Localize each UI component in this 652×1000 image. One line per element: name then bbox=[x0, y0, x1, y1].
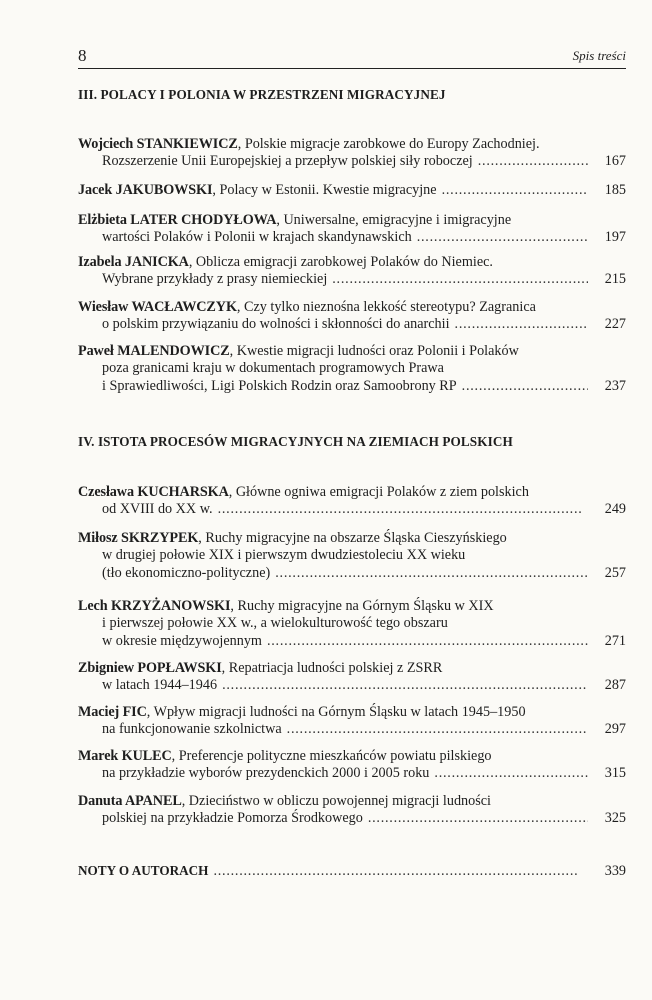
entry-line bbox=[78, 360, 626, 377]
entry-author: Lech KRZYŻANOWSKI bbox=[78, 598, 231, 614]
entry-title-text: w latach 1944–1946 bbox=[102, 677, 218, 694]
dot-leader bbox=[218, 501, 588, 518]
entry-title-text: w okresie międzywojennym bbox=[102, 632, 262, 649]
entry-page-number: 185 bbox=[604, 182, 626, 198]
entry-page-number: 325 bbox=[604, 810, 626, 827]
dot-leader bbox=[462, 378, 588, 395]
notes-page-number: 339 bbox=[604, 863, 626, 879]
notes-label: NOTY O AUTORACH bbox=[78, 863, 209, 878]
toc-entry bbox=[78, 136, 626, 171]
entry-title-text: w drugiej połowie XIX i pierwszym dwudziestoleciu XX wieku bbox=[102, 547, 466, 564]
entry-line bbox=[78, 748, 626, 765]
entry-author: Marek KULEC bbox=[78, 748, 172, 764]
section-title: III. POLACY I POLONIA W PRZESTRZENI MIGRACYJNEJ bbox=[78, 87, 446, 102]
entry-line bbox=[78, 136, 626, 153]
entry-line bbox=[78, 316, 626, 333]
entry-page-number: 257 bbox=[604, 564, 626, 581]
toc-entry bbox=[78, 182, 626, 199]
toc-entry bbox=[78, 660, 626, 695]
dot-leader bbox=[434, 765, 588, 782]
entry-page-number: 315 bbox=[604, 765, 626, 782]
dot-leader bbox=[368, 810, 588, 827]
entry-line bbox=[78, 677, 626, 694]
entry-title-text: , Preferencje polityczne mieszkańców powiatu pilskiego bbox=[171, 748, 492, 764]
toc-entry bbox=[78, 704, 626, 739]
page-header bbox=[78, 46, 626, 68]
entry-author: Czesława KUCHARSKA bbox=[78, 484, 229, 500]
entry-title-text: na funkcjonowanie szkolnictwa bbox=[102, 721, 282, 738]
entry-line bbox=[78, 633, 626, 650]
toc-notes-entry bbox=[78, 863, 626, 880]
dot-leader bbox=[455, 316, 588, 333]
entry-title-text: i Sprawiedliwości, Ligi Polskich Rodzin oraz Samoobrony RP bbox=[102, 377, 457, 394]
entry-line bbox=[78, 547, 626, 564]
entry-title-text: , Główne ogniwa emigracji Polaków z ziem polskich bbox=[228, 484, 529, 500]
entry-line bbox=[78, 721, 626, 738]
entry-line bbox=[78, 501, 626, 518]
entry-page-number: 197 bbox=[604, 229, 626, 246]
section-title: IV. ISTOTA PROCESÓW MIGRACYJNYCH NA ZIEMIACH POLSKICH bbox=[78, 434, 513, 449]
entry-line bbox=[78, 271, 626, 288]
entry-page-number: 227 bbox=[604, 316, 626, 333]
entry-page-number: 167 bbox=[604, 153, 626, 170]
entry-title-text: , Ruchy migracyjne na obszarze Śląska Cieszyńskiego bbox=[198, 530, 507, 546]
entry-page-number: 297 bbox=[604, 721, 626, 738]
entry-page-number: 249 bbox=[604, 501, 626, 518]
entry-title-text: , Dzieciństwo w obliczu powojennej migracji ludności bbox=[181, 793, 491, 809]
entry-line bbox=[78, 810, 626, 827]
entry-title-text: o polskim przywiązaniu do wolności i skłonności do anarchii bbox=[102, 316, 450, 333]
page-number: 8 bbox=[78, 46, 87, 65]
entry-line bbox=[78, 254, 626, 271]
entry-line bbox=[78, 598, 626, 615]
toc-entry bbox=[78, 598, 626, 650]
entry-author: Miłosz SKRZYPEK bbox=[78, 530, 199, 546]
dot-leader bbox=[267, 633, 588, 650]
entry-page-number: 271 bbox=[604, 632, 626, 649]
entry-author: Jacek JAKUBOWSKI bbox=[78, 182, 213, 198]
toc-entry bbox=[78, 299, 626, 334]
toc-entry bbox=[78, 254, 626, 289]
entry-author: Elżbieta LATER CHODYŁOWA bbox=[78, 212, 277, 228]
dot-leader bbox=[222, 677, 588, 694]
entry-author: Wojciech STANKIEWICZ bbox=[78, 136, 238, 152]
entry-line bbox=[78, 229, 626, 246]
entry-title-text: , Oblicza emigracji zarobkowej Polaków do Niemiec. bbox=[188, 254, 493, 270]
entry-line bbox=[78, 343, 626, 360]
header-rule bbox=[78, 68, 626, 69]
entry-title-text: , Polacy w Estonii. Kwestie migracyjne bbox=[212, 182, 437, 198]
entry-line bbox=[78, 793, 626, 810]
entry-page-number: 237 bbox=[604, 377, 626, 394]
dot-leader bbox=[478, 153, 588, 170]
dot-leader bbox=[287, 721, 588, 738]
entry-author: Zbigniew POPŁAWSKI bbox=[78, 660, 222, 676]
dot-leader bbox=[442, 182, 588, 199]
entry-line bbox=[78, 182, 626, 199]
entry-title-text: Wybrane przykłady z prasy niemieckiej bbox=[102, 271, 328, 288]
dot-leader bbox=[417, 229, 588, 246]
entry-line bbox=[78, 530, 626, 547]
entry-author: Danuta APANEL bbox=[78, 793, 182, 809]
entry-line bbox=[78, 565, 626, 582]
entry-title-text: na przykładzie wyborów prezydenckich 2000 i 2005 roku bbox=[102, 765, 430, 782]
entry-title-text: , Kwestie migracji ludności oraz Polonii i Polaków bbox=[229, 343, 519, 359]
dot-leader bbox=[275, 565, 588, 582]
entry-title-text: wartości Polaków i Polonii w krajach skandynawskich bbox=[102, 229, 412, 246]
entry-author: Maciej FIC bbox=[78, 704, 147, 720]
entry-title-text: , Czy tylko nieznośna lekkość stereotypu? Zagranica bbox=[236, 299, 536, 315]
toc-entry bbox=[78, 343, 626, 395]
toc-entry bbox=[78, 793, 626, 828]
entry-page-number: 215 bbox=[604, 271, 626, 288]
toc-entry bbox=[78, 484, 626, 519]
entry-author: Izabela JANICKA bbox=[78, 254, 189, 270]
entry-line bbox=[78, 615, 626, 632]
entry-page-number: 287 bbox=[604, 677, 626, 694]
dot-leader bbox=[213, 863, 588, 880]
running-title: Spis treści bbox=[572, 48, 626, 63]
entry-line bbox=[78, 484, 626, 501]
entry-line bbox=[78, 153, 626, 170]
entry-line bbox=[78, 765, 626, 782]
entry-title-text: i pierwszej połowie XX w., a wielokulturowość tego obszaru bbox=[102, 615, 448, 632]
dot-leader bbox=[332, 271, 588, 288]
entry-title-text: poza granicami kraju w dokumentach programowych Prawa bbox=[102, 360, 444, 377]
entry-line bbox=[78, 378, 626, 395]
toc-entry bbox=[78, 748, 626, 783]
entry-line bbox=[78, 704, 626, 721]
entry-title-text: od XVIII do XX w. bbox=[102, 501, 213, 518]
entry-line bbox=[78, 660, 626, 677]
entry-author: Wiesław WACŁAWCZYK bbox=[78, 299, 237, 315]
entry-title-text: (tło ekonomiczno-polityczne) bbox=[102, 564, 271, 581]
entry-author: Paweł MALENDOWICZ bbox=[78, 343, 230, 359]
toc-entry bbox=[78, 530, 626, 582]
toc-entry bbox=[78, 212, 626, 247]
entry-title-text: , Repatriacja ludności polskiej z ZSRR bbox=[221, 660, 443, 676]
entry-title-text: , Polskie migracje zarobkowe do Europy Zachodniej. bbox=[237, 136, 540, 152]
entry-title-text: , Uniwersalne, emigracyjne i imigracyjne bbox=[276, 212, 512, 228]
entry-line bbox=[78, 299, 626, 316]
entry-title-text: polskiej na przykładzie Pomorza Środkowego bbox=[102, 810, 363, 827]
entry-title-text: , Ruchy migracyjne na Górnym Śląsku w XIX bbox=[230, 598, 494, 614]
entry-title-text: , Wpływ migracji ludności na Górnym Śląsku w latach 1945–1950 bbox=[146, 704, 526, 720]
entry-line bbox=[78, 212, 626, 229]
entry-title-text: Rozszerzenie Unii Europejskiej a przepływ polskiej siły roboczej bbox=[102, 153, 473, 170]
